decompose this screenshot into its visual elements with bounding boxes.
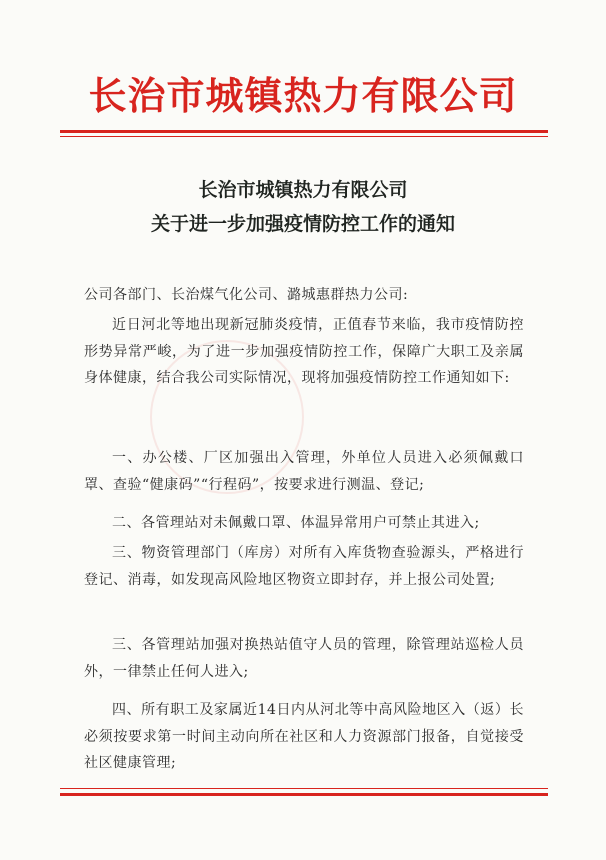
paragraph-item-3 [84, 540, 524, 593]
paragraph-item-4 [84, 632, 524, 685]
letterhead-company-name: 长治市城镇热力有限公司 [88, 74, 518, 118]
paragraph-text: 三、物资管理部门（库房）对所有入库货物查验源头，严格进行登记、消毒，如发现高风险地区物资立即封存，并上报公司处置; [84, 545, 524, 588]
paragraph-text: 三、各管理站加强对换热站值守人员的管理，除管理站巡检人员外，一律禁止任何人进入; [84, 637, 524, 680]
letterhead-rule-thick [60, 130, 548, 133]
paragraph-item-5 [84, 697, 524, 777]
paragraph-item-2 [84, 510, 524, 537]
paragraph-item-1 [84, 445, 524, 498]
paragraph-text: 二、各管理站对未佩戴口罩、体温异常用户可禁止其进入; [112, 515, 480, 531]
paragraph-intro [84, 312, 524, 392]
paragraph-text: 四、所有职工及家属近14日内从河北等中高风险地区入（返）长必须按要求第一时间主动向所在社区和人力资源部门报备，自觉接受社区健康管理; [84, 702, 524, 771]
letterhead-rule-thin [60, 136, 548, 137]
document-title-line1: 长治市城镇热力有限公司 [198, 179, 408, 201]
paragraph-text: 近日河北等地出现新冠肺炎疫情，正值春节来临，我市疫情防控形势异常严峻，为了进一步加强疫情防控工作，保障广大职工及亲属身体健康，结合我公司实际情况，现将加强疫情防控工作通知如下: [84, 317, 524, 386]
addressee: 公司各部门、长治煤气化公司、潞城惠群热力公司: [84, 287, 409, 303]
document-title-line2: 关于进一步加强疫情防控工作的通知 [150, 213, 455, 235]
footer-rule-thick [60, 793, 548, 796]
footer-rule-thin [60, 788, 548, 789]
paragraph-text: 一、办公楼、厂区加强出入管理，外单位人员进入必须佩戴口罩、查验“健康码”“行程码”，按要求进行测温、登记; [84, 450, 524, 493]
